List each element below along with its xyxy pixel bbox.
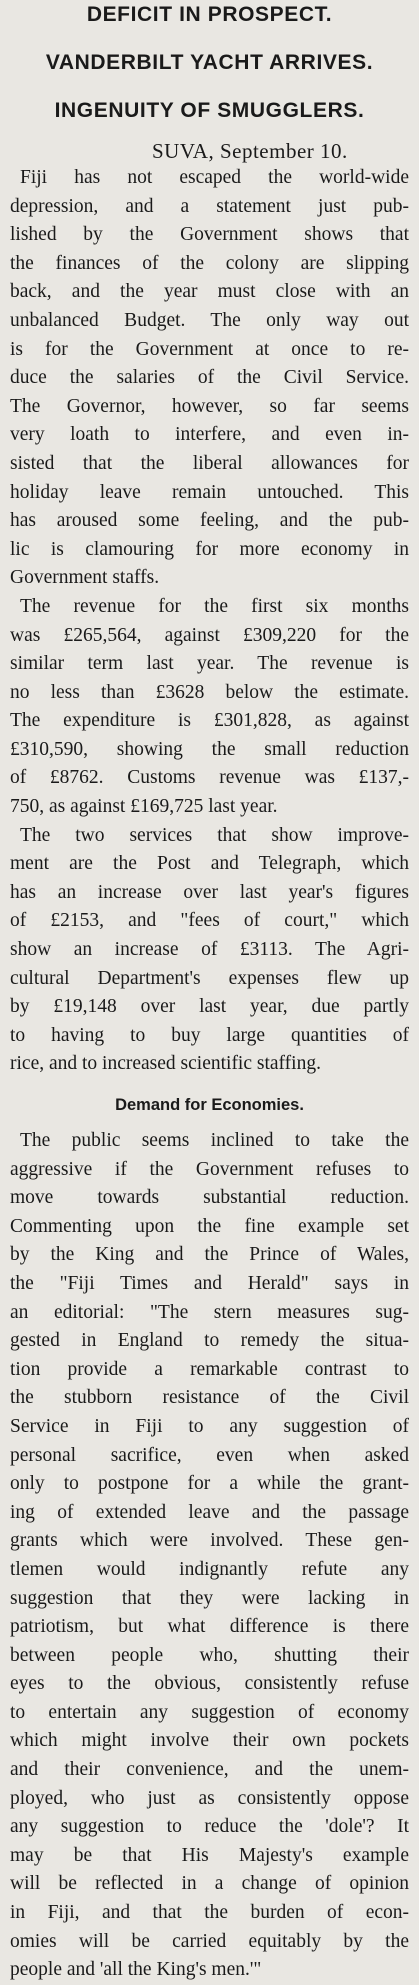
text-line: by the King and the Prince of Wales, [10, 1244, 409, 1266]
dateline: SUVA, September 10. [152, 139, 348, 163]
text-line: has an increase over last year's figures [10, 881, 409, 903]
text-line: The expenditure is £301,828, as against [10, 710, 409, 732]
headline-smugglers: INGENUITY OF SMUGGLERS. [54, 99, 365, 122]
text-line: 750, as against £169,725 last year. [10, 796, 278, 818]
text-line: omies will be carried equitably by the [10, 1930, 409, 1952]
text-line: was £265,564, against £309,220 for the [10, 624, 409, 646]
text-line: may be that His Majesty's example [10, 1844, 409, 1866]
text-line: similar term last year. The revenue is [10, 653, 409, 675]
text-line: Fiji has not escaped the world-wide [20, 167, 409, 188]
text-line: unbalanced Budget. The only way out [10, 309, 409, 331]
paragraph-revenue [10, 593, 409, 822]
text-line: the "Fiji Times and Herald" says in [10, 1272, 409, 1294]
text-line: of £8762. Customs revenue was £137,- [10, 767, 409, 789]
text-line: The Governor, however, so far seems [10, 395, 409, 417]
text-line: Commenting upon the fine example set [10, 1215, 409, 1237]
text-line: personal sacrifice, even when asked [10, 1444, 409, 1466]
text-line: any suggestion to reduce the 'dole'? It [10, 1816, 409, 1838]
text-line: and their convenience, and the unem- [10, 1759, 409, 1781]
text-line: back, and the year must close with an [10, 281, 409, 303]
text-line: very loath to interfere, and even in- [10, 424, 409, 446]
text-line: The public seems inclined to take the [20, 1130, 409, 1151]
text-line: people and 'all the King's men.'" [10, 1959, 262, 1981]
subheading: Demand for Economies. [115, 1096, 304, 1114]
text-line: by £19,148 over last year, due partly [10, 996, 409, 1018]
text-line: the finances of the colony are slipping [10, 252, 409, 274]
text-line: The two services that show improve- [20, 824, 409, 846]
text-line: in Fiji, and that the burden of econ- [10, 1902, 409, 1924]
text-line: has aroused some feeling, and the pub- [10, 510, 409, 532]
text-line: depression, and a statement just pub- [10, 195, 409, 217]
text-line: no less than £3628 below the estimate. [10, 681, 409, 703]
text-line: the stubborn resistance of the Civil [10, 1387, 409, 1409]
text-line: grants which were involved. These gen- [10, 1530, 409, 1552]
text-line: tion provide a remarkable contrast to [10, 1358, 409, 1380]
text-line: rice, and to increased scientific staffing. [10, 1053, 321, 1075]
text-line: between people who, shutting their [10, 1644, 409, 1666]
text-line: sisted that the liberal allowances for [10, 452, 409, 474]
text-line: Government staffs. [10, 567, 160, 589]
text-line: will be reflected in a change of opinion [10, 1873, 409, 1895]
text-line: is for the Government at once to re- [10, 338, 409, 360]
text-line: ployed, who just as consistently oppose [10, 1787, 409, 1809]
text-line: aggressive if the Government refuses to [10, 1158, 409, 1180]
headline-deficit: DEFICIT IN PROSPECT. [86, 3, 333, 26]
text-line: lished by the Government shows that [10, 224, 409, 246]
text-line: suggestion that they were lacking in [10, 1587, 409, 1609]
text-line: move towards substantial reduction. [10, 1187, 409, 1209]
text-line: tlemen would indignantly refute any [10, 1558, 409, 1580]
text-line: ment are the Post and Telegraph, which [10, 853, 409, 875]
paragraph-services [10, 822, 409, 1079]
text-line: gested in England to remedy the situa- [10, 1330, 409, 1352]
text-line: of £2153, and "fees of court," which [10, 910, 409, 932]
text-line: lic is clamouring for more economy in [10, 538, 409, 560]
text-line: duce the salaries of the Civil Service. [10, 367, 409, 389]
paragraph-economies [10, 1127, 409, 1985]
paragraph-deficit [10, 164, 409, 593]
text-line: Service in Fiji to any suggestion of [10, 1415, 409, 1437]
text-line: ing of extended leave and the passage [10, 1501, 409, 1523]
text-line: to having to buy large quantities of [10, 1024, 409, 1046]
text-line: an editorial: "The stern measures sug- [10, 1301, 409, 1323]
text-line: only to postpone for a while the grant- [10, 1473, 409, 1495]
text-line: £310,590, showing the small reduction [10, 738, 409, 760]
text-line: The revenue for the first six months [20, 595, 409, 617]
text-line: to entertain any suggestion of economy [10, 1701, 409, 1723]
text-line: patriotism, but what difference is there [10, 1616, 409, 1638]
headline-vanderbilt: VANDERBILT YACHT ARRIVES. [45, 51, 374, 74]
text-line: which might involve their own pockets [10, 1730, 409, 1752]
text-line: cultural Department's expenses flew up [10, 967, 409, 989]
text-line: show an increase of £3113. The Agri- [10, 939, 409, 961]
text-line: holiday leave remain untouched. This [10, 481, 409, 503]
text-line: eyes to the obvious, consistently refuse [10, 1673, 409, 1695]
